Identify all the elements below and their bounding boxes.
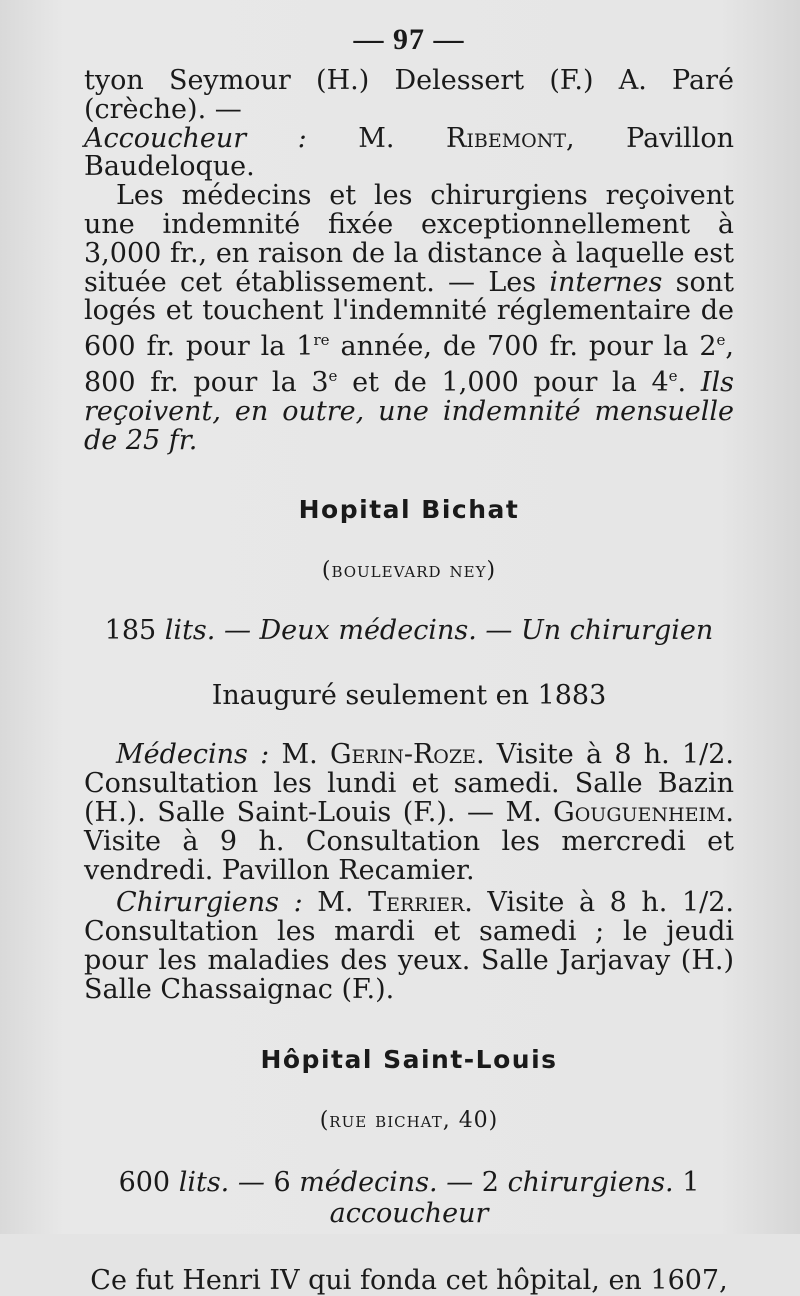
beds-count: 600 <box>118 1166 179 1198</box>
text-fragment: sont logés et touchent l'indemnité réglementaire de 600 fr. pour la 1 <box>84 266 735 363</box>
text-fragment: . <box>677 366 701 398</box>
summary-text: lits. — Deux médecins. — Un chirurgien <box>164 615 714 647</box>
summary-text: chirurgiens. <box>507 1166 683 1198</box>
saint-louis-summary <box>84 1167 734 1229</box>
count: 2 <box>481 1166 508 1198</box>
summary-text: médecins. — <box>299 1166 482 1198</box>
text-fragment: Les médecins et les chirurgiens reçoivent une indemnité fixée exceptionnellement à 3,000 fr., en raison de la distance à laquelle est située cet établissement. — Les <box>84 180 734 298</box>
internes-word: internes <box>549 266 663 298</box>
bichat-summary <box>84 615 734 646</box>
text-fragment: année, de 700 fr. pour la 2 <box>329 331 717 363</box>
monthly-indemnity-text: Ils reçoivent, en outre, une indemnité mensuelle de 25 fr. <box>84 366 734 456</box>
text-fragment: , Pavillon Baudeloque. <box>84 122 734 183</box>
summary-text: lits. — <box>178 1166 274 1198</box>
ordinal-superscript: re <box>313 331 330 350</box>
intro-line-1: tyon Seymour (H.) Delessert (F.) A. Paré (crèche). — <box>84 65 734 125</box>
section-title-bichat: Hopital Bichat <box>298 495 520 525</box>
accoucheur-name: Ribemont <box>446 122 567 154</box>
ordinal-superscript: e <box>328 366 338 385</box>
doctor-name: Gerin-Roze <box>329 739 476 771</box>
ordinal-superscript: e <box>716 331 726 350</box>
ordinal-superscript: e <box>668 366 678 385</box>
accoucheur-role: Accoucheur : <box>84 122 307 154</box>
bichat-medecins <box>84 741 734 885</box>
text-fragment: , 800 fr. pour la 3 <box>84 331 734 398</box>
bichat-chirurgiens <box>84 889 734 1004</box>
surgeon-name: Terrier <box>368 887 465 919</box>
count: 1 <box>682 1166 700 1198</box>
medecins-role: Médecins : <box>116 739 270 771</box>
text-fragment: M. <box>269 739 330 771</box>
bichat-inauguration: Inauguré seulement en 1883 <box>211 680 607 712</box>
beds-count: 185 <box>104 615 165 647</box>
summary-text: accoucheur <box>329 1197 489 1229</box>
count: 6 <box>273 1166 300 1198</box>
chirurgiens-role: Chirurgiens : <box>116 887 303 919</box>
page-number: — 97 — <box>353 23 465 56</box>
text-fragment: M. <box>302 887 369 919</box>
text-fragment: M. <box>306 122 447 154</box>
text-fragment: et de 1,000 pour la 4 <box>337 366 669 398</box>
saint-louis-history: Ce fut Henri IV qui fonda cet hôpital, en 1607, <box>90 1264 728 1296</box>
intro-paragraph <box>84 67 734 182</box>
indemnity-paragraph <box>84 182 734 455</box>
text-fragment: . Visite à 9 h. Consultation les mercredi et vendredi. Pavillon Recamier. <box>84 796 734 886</box>
bichat-address: (boulevard ney) <box>321 558 497 584</box>
section-title-saint-louis: Hôpital Saint-Louis <box>260 1044 558 1074</box>
saint-louis-address: (rue bichat, 40) <box>319 1107 499 1133</box>
text-fragment: . Visite à 8 h. 1/2. Consultation les mardi et samedi ; le jeudi pour les maladies des yeux. Salle Jarjavay (H.) Salle Chassaignac (F.). <box>84 887 734 1005</box>
doctor-name: Gouguenheim <box>553 796 726 828</box>
text-fragment: . Visite à 8 h. 1/2. Consultation les lundi et samedi. Salle Bazin (H.). Salle Saint-Louis (F.). — M. <box>84 739 734 828</box>
